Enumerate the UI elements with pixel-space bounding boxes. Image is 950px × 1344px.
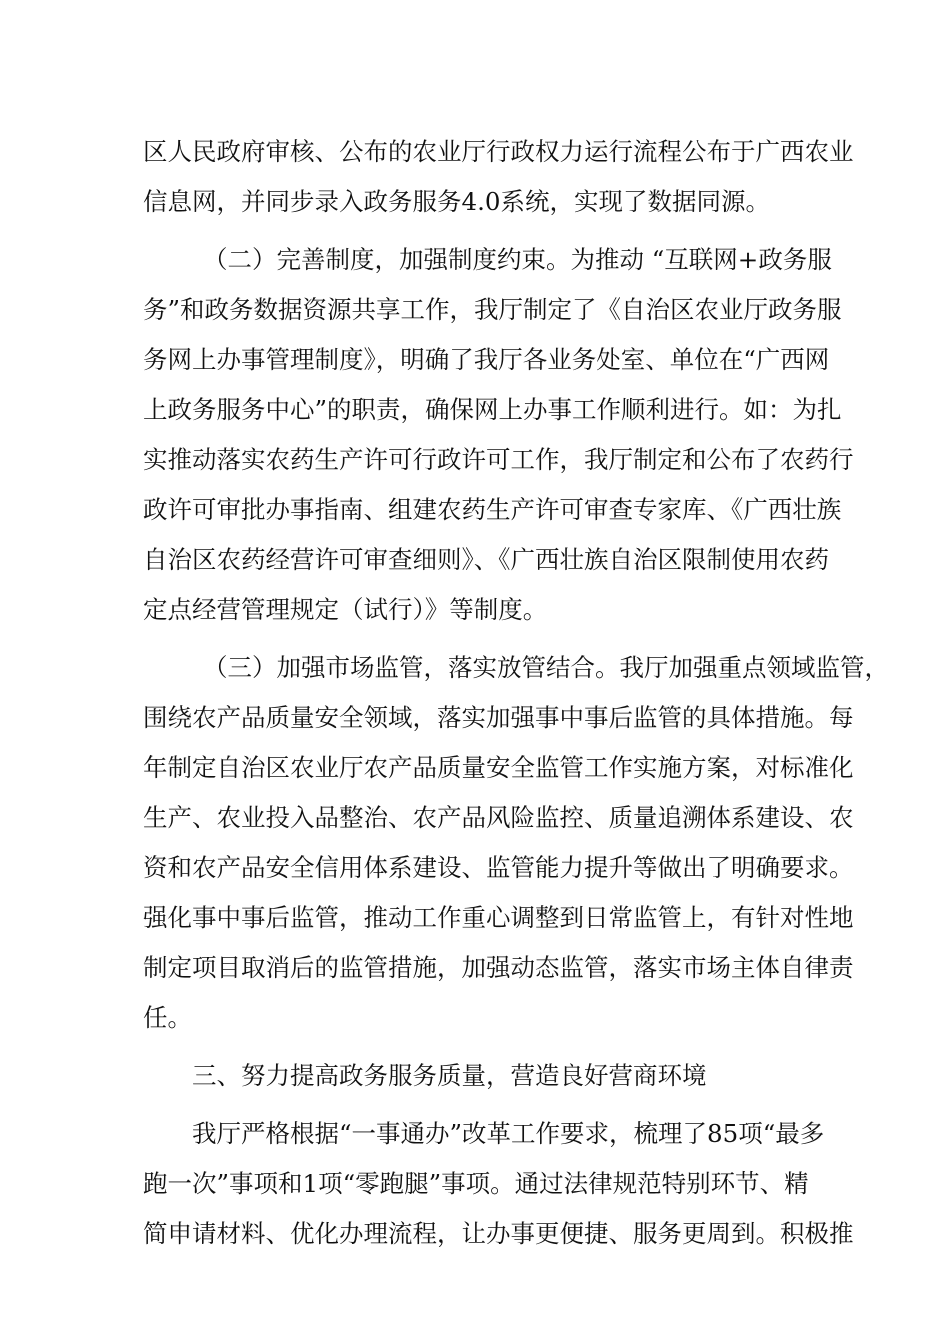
body-line: 区人民政府审核、公布的农业厅行政权力运行流程公布于广西农业: [143, 137, 854, 166]
body-line: 跑一次”事项和1项“零跑腿”事项。通过法律规范特别环节、精: [143, 1169, 809, 1198]
body-line: 实推动落实农药生产许可行政许可工作，我厅制定和公布了农药行: [143, 445, 854, 474]
body-line: 上政务服务中心”的职责，确保网上办事工作顺利进行。如：为扎: [143, 395, 842, 424]
body-line: 资和农产品安全信用体系建设、监管能力提升等做出了明确要求。: [143, 853, 854, 882]
body-line: 任。: [143, 1003, 192, 1032]
paragraph-start-line: （二）完善制度，加强制度约束。为推动 “互联网+政务服: [203, 245, 832, 274]
body-line: 强化事中事后监管，推动工作重心调整到日常监管上，有针对性地: [143, 903, 854, 932]
body-line: 务网上办事管理制度》，明确了我厅各业务处室、单位在“广西网: [143, 345, 830, 374]
body-line: 制定项目取消后的监管措施，加强动态监管，落实市场主体自律责: [143, 953, 854, 982]
section-heading: 三、努力提高政务服务质量，营造良好营商环境: [192, 1061, 707, 1090]
body-line: 政许可审批办事指南、组建农药生产许可审查专家库、《广西壮族: [143, 495, 842, 524]
body-line: 生产、农业投入品整治、农产品风险监控、质量追溯体系建设、农: [143, 803, 854, 832]
body-line: 年制定自治区农业厅农产品质量安全监管工作实施方案，对标准化: [143, 753, 854, 782]
body-line: 定点经营管理规定（试行）》等制度。: [143, 595, 548, 624]
body-line: 围绕农产品质量安全领域，落实加强事中事后监管的具体措施。每: [143, 703, 854, 732]
paragraph-start-line: （三）加强市场监管，落实放管结合。我厅加强重点领域监管，: [203, 653, 889, 682]
body-line: 自治区农药经营许可审查细则》、《广西壮族自治区限制使用农药: [143, 545, 829, 574]
body-line: 务”和政务数据资源共享工作，我厅制定了《自治区农业厅政务服: [143, 295, 842, 324]
body-line: 信息网，并同步录入政务服务4.0系统，实现了数据同源。: [143, 187, 770, 216]
document-body: [143, 127, 889, 1259]
body-line: 简申请材料、优化办理流程，让办事更便捷、服务更周到。积极推: [143, 1219, 854, 1248]
paragraph-start-line: 我厅严格根据“一事通办”改革工作要求，梳理了85项“最多: [192, 1119, 825, 1148]
